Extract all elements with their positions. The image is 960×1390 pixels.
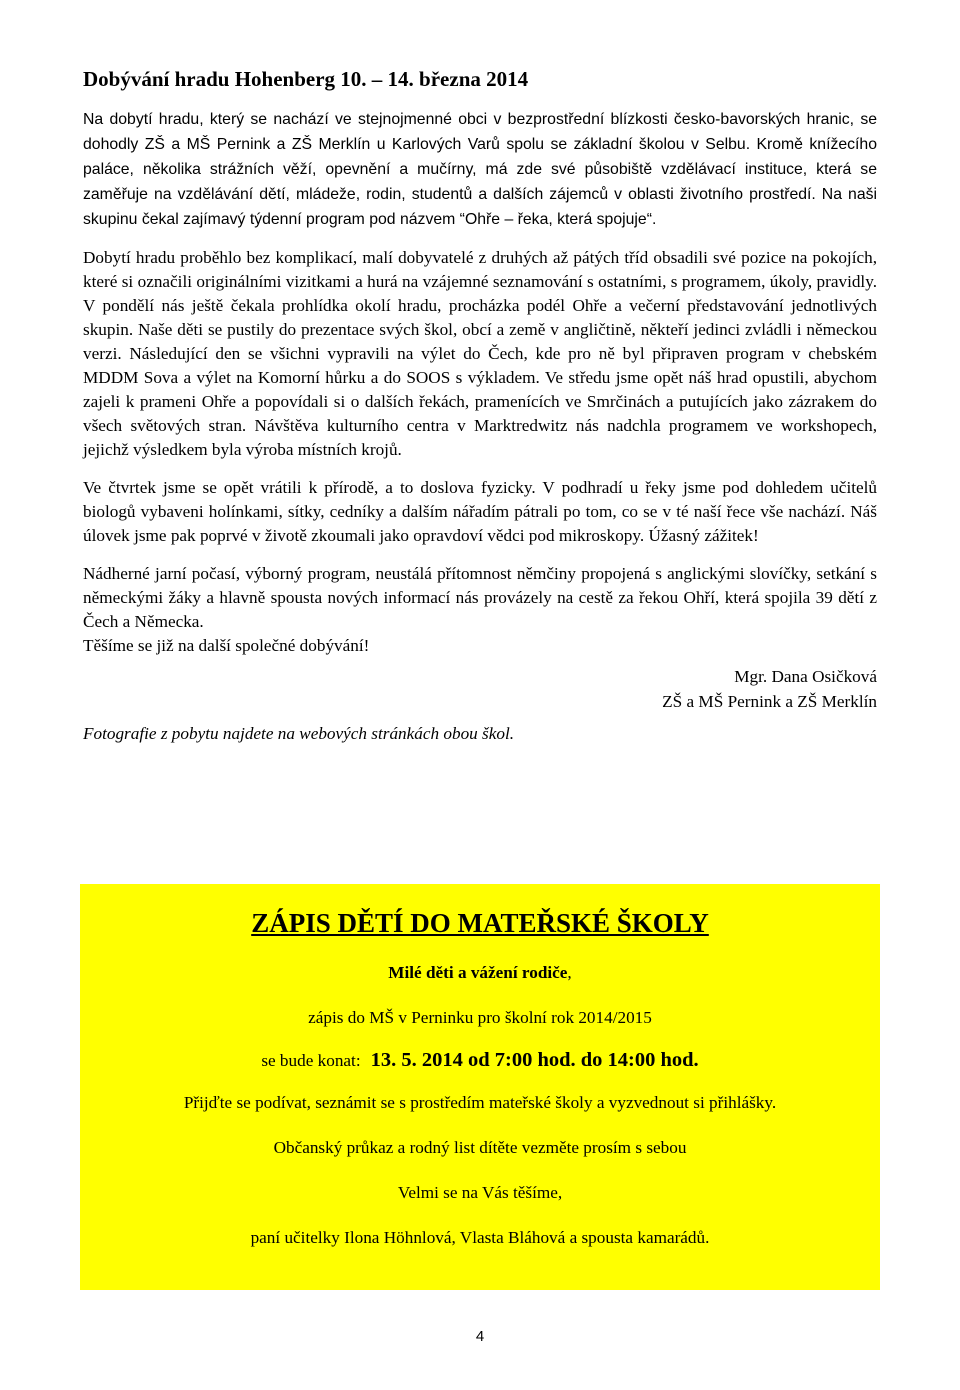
signature [83,664,877,714]
notice-looking-forward: Velmi se na Vás těšíme, [397,1183,563,1202]
paragraph-1 [83,107,877,232]
paragraph-4-text: Nádherné jarní počasí, výborný program, neustálá přítomnost němčiny propojená s anglickými slovíčky, setkání s německými žáky a hlavně spousta nových informací nás provázely na cestě za řekou Ohří, která spojila 39 dětí z Čech a Německa. [83,564,877,631]
notice-title: ZÁPIS DĚTÍ DO MATEŘSKÉ ŠKOLY [251,908,709,938]
notice-documents: Občanský průkaz a rodný list dítěte vezměte prosím s sebou [273,1138,687,1157]
signature-name: Mgr. Dana Osičková [734,667,877,686]
paragraph-3: Ve čtvrtek jsme se opět vrátili k přírodě, a to doslova fyzicky. V podhradí u řeky jsme pod dohledem učitelů biologů vybaveni holínkami, sítky, cedníky a dalším nářadím pátrali po tom, co se v té naší řece vše nachází. Náš úlovek jsme pak poprvé v životě zkoumali jako opravdoví vědci pod mikroskopy. Úžasný zážitek! [83,478,877,545]
notice-greeting-text: Milé děti a vážení rodiče [388,963,568,982]
notice-school-year: zápis do MŠ v Perninku pro školní rok 2014/2015 [308,1008,652,1027]
enrollment-notice [80,884,880,1290]
article [83,65,877,746]
notice-greeting [80,961,880,985]
notice-date-line [80,1048,880,1073]
notice-date-label: se bude konat: [261,1051,361,1070]
page-number: 4 [475,1328,485,1345]
article-title: Dobývání hradu Hohenberg 10. – 14. března 2014 [83,67,529,91]
paragraph-4-closing: Těšíme se již na další společné dobývání! [83,636,370,655]
paragraph-4 [83,562,877,658]
notice-teachers: paní učitelky Ilona Höhnlová, Vlasta Bláhová a spousta kamarádů. [250,1228,710,1247]
signature-organization: ZŠ a MŠ Pernink a ZŠ Merklín [662,692,877,711]
notice-greeting-comma: , [567,963,572,982]
paragraph-1-program: Na naši skupinu čekal zajímavý týdenní program pod názvem “Ohře – řeka, která spojuje“. [83,186,878,228]
paragraph-1-intro: Na dobytí hradu, který se nachází ve stejnojmenné obci v bezprostřední blízkosti česko-bavorských hranic, se dohodly ZŠ a MŠ Pernink a ZŠ Merklín u Karlových Varů spolu se základní školou v Selbu. [83,111,877,153]
notice-invitation: Přijďte se podívat, seznámit se s prostředím mateřské školy a vyzvednout si přihlášky. [183,1093,777,1112]
paragraph-2: Dobytí hradu proběhlo bez komplikací, malí dobyvatelé z druhých až pátých tříd obsadili své pozice na pokojích, které si označili originálními vizitkami a hurá na vzájemné seznamování s ostatními, s programem, úkoly, pravidly. V pondělí nás ještě čekala prohlídka okolí hradu, procházka podél Ohře a večerní představování jednotlivých skupin. Naše děti se pustily do prezentace svých škol, obcí a země v angličtině, někteří jedinci zvládli i německou verzi. Následující den se všichni vypravili na výlet do Čech, kde pro ně byl připraven program v chebském MDDM Sova a výlet na Komorní hůrku a do SOOS s výkladem. Ve středu jsme opět náš hrad opustili, abychom zajeli k prameni Ohře a popovídali si o dalších řekách, pramenících ve Smrčinách a putujících jako zázrakem do všech světových stran. Návštěva kulturního centra v Marktredwitz nás nadchla programem ve workshopech, jejichž výsledkem byla výroba místních krojů. [83,248,877,459]
photo-note: Fotografie z pobytu najdete na webových stránkách obou škol. [83,724,515,743]
paragraph-1-castle: Kromě knížecího paláce, několika strážních věží, opevnění a mučírny, má zde své působiště vzdělávací instituce, která se zaměřuje na vzdělávání dětí, mládeže, rodin, studentů a dalších zájemců v oblasti životního prostředí. [83,136,878,203]
notice-date-value: 13. 5. 2014 od 7:00 hod. do 14:00 hod. [370,1049,699,1071]
